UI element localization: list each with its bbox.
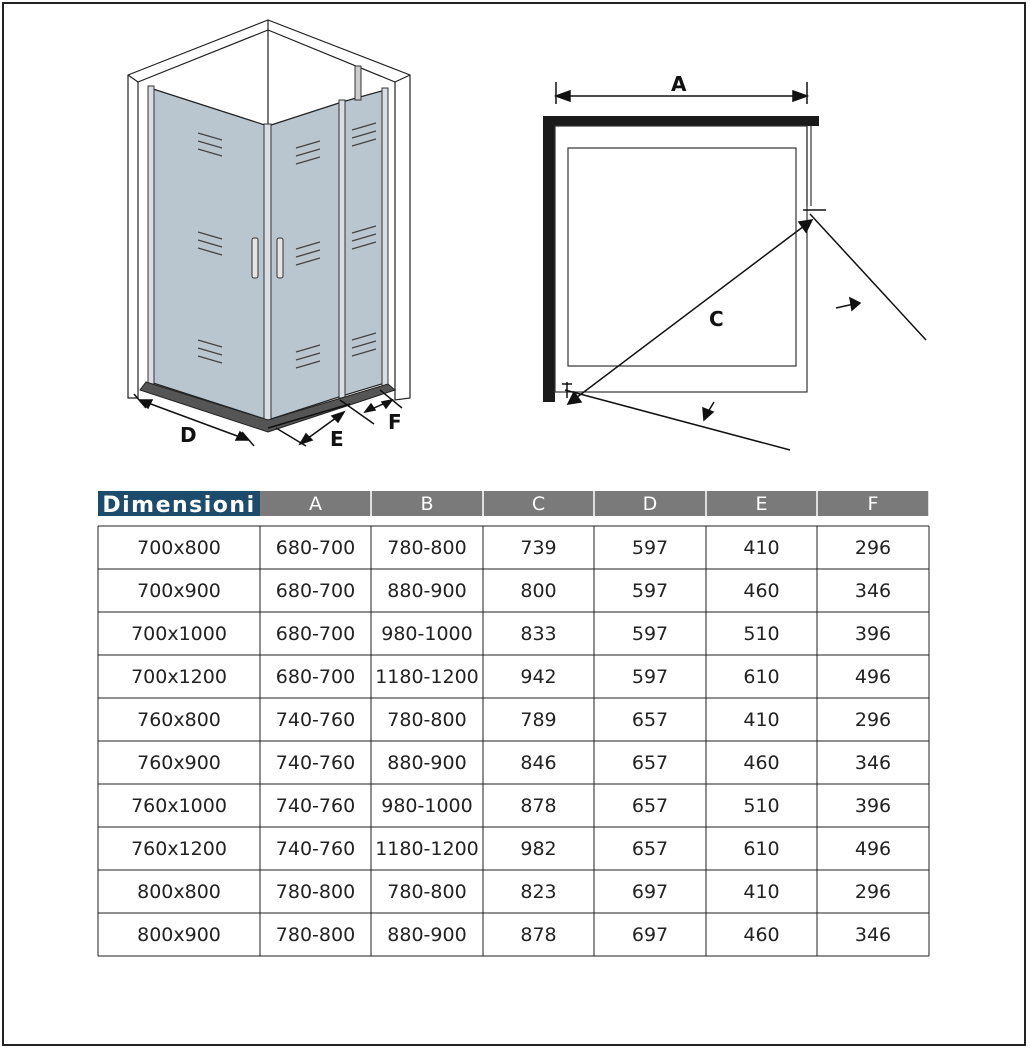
value-cell: 942 — [520, 666, 557, 688]
value-cell: 296 — [854, 709, 892, 731]
table-row — [137, 580, 891, 602]
value-cell: 980-1000 — [381, 623, 473, 645]
size-cell: 700x900 — [137, 580, 221, 602]
top-fitting — [355, 66, 361, 100]
value-cell: 680-700 — [275, 580, 356, 602]
table-row — [131, 623, 891, 645]
value-cell: 880-900 — [387, 752, 467, 774]
value-cell: 657 — [631, 752, 669, 774]
value-cell: 496 — [854, 838, 892, 860]
value-cell: 657 — [631, 709, 669, 731]
value-cell: 657 — [631, 838, 669, 860]
label-a: A — [671, 72, 687, 96]
value-cell: 740-760 — [275, 838, 356, 860]
value-cell: 460 — [743, 752, 780, 774]
value-cell: 880-900 — [387, 580, 467, 602]
size-cell: 700x800 — [137, 537, 221, 559]
value-cell: 780-800 — [387, 537, 467, 559]
value-cell: 780-800 — [387, 881, 467, 903]
value-cell: 657 — [631, 795, 669, 817]
value-cell: 597 — [631, 623, 669, 645]
value-cell: 697 — [631, 881, 669, 903]
value-cell: 697 — [631, 924, 669, 946]
door-swings — [562, 210, 926, 450]
value-cell: 1180-1200 — [375, 838, 479, 860]
shower-plan-drawing — [520, 0, 940, 470]
value-cell: 980-1000 — [381, 795, 473, 817]
table-title: Dimensioni — [102, 493, 256, 518]
table-row — [131, 795, 891, 817]
size-cell: 760x800 — [137, 709, 221, 731]
label-f: F — [388, 410, 402, 434]
value-cell: 740-760 — [275, 795, 356, 817]
size-cell: 760x900 — [137, 752, 221, 774]
value-cell: 346 — [854, 580, 892, 602]
label-c: C — [709, 307, 724, 331]
value-cell: 346 — [854, 924, 892, 946]
size-cell: 800x800 — [137, 881, 221, 903]
size-cell: 700x1000 — [131, 623, 227, 645]
value-cell: 780-800 — [387, 709, 467, 731]
value-cell: 800 — [520, 580, 557, 602]
table-row — [137, 881, 891, 903]
value-cell: 680-700 — [275, 537, 356, 559]
value-cell: 739 — [520, 537, 557, 559]
table-row — [137, 752, 891, 774]
label-e: E — [330, 427, 344, 451]
value-cell: 410 — [743, 881, 780, 903]
plan-tray — [555, 126, 811, 392]
value-cell: 597 — [631, 537, 669, 559]
value-cell: 396 — [854, 623, 892, 645]
value-cell: 296 — [854, 881, 892, 903]
value-cell: 510 — [743, 623, 780, 645]
table-row — [131, 666, 891, 688]
value-cell: 880-900 — [387, 924, 467, 946]
value-cell: 846 — [520, 752, 557, 774]
size-cell: 760x1200 — [131, 838, 227, 860]
table-grid — [98, 526, 929, 956]
value-cell: 878 — [520, 795, 557, 817]
table-row — [137, 924, 891, 946]
value-cell: 410 — [743, 709, 780, 731]
column-header-a: A — [309, 493, 322, 515]
column-header-f: F — [867, 493, 879, 515]
value-cell: 780-800 — [275, 881, 356, 903]
size-cell: 700x1200 — [131, 666, 227, 688]
value-cell: 597 — [631, 580, 669, 602]
label-d: D — [180, 423, 197, 447]
value-cell: 610 — [743, 666, 780, 688]
column-header-d: D — [642, 493, 658, 515]
value-cell: 1180-1200 — [375, 666, 479, 688]
value-cell: 833 — [520, 623, 557, 645]
column-header-b: B — [420, 493, 434, 515]
value-cell: 780-800 — [275, 924, 356, 946]
value-cell: 680-700 — [275, 623, 356, 645]
value-cell: 410 — [743, 537, 780, 559]
value-cell: 823 — [520, 881, 557, 903]
value-cell: 460 — [743, 924, 780, 946]
value-cell: 510 — [743, 795, 780, 817]
value-cell: 740-760 — [275, 752, 356, 774]
value-cell: 982 — [520, 838, 557, 860]
value-cell: 346 — [854, 752, 892, 774]
plan-walls — [543, 116, 819, 402]
value-cell: 789 — [520, 709, 557, 731]
value-cell: 296 — [854, 537, 892, 559]
value-cell: 610 — [743, 838, 780, 860]
size-cell: 800x900 — [137, 924, 221, 946]
value-cell: 396 — [854, 795, 892, 817]
value-cell: 597 — [631, 666, 669, 688]
size-cell: 760x1000 — [131, 795, 227, 817]
value-cell: 680-700 — [275, 666, 356, 688]
table-row — [131, 838, 891, 860]
value-cell: 878 — [520, 924, 557, 946]
column-header-c: C — [531, 493, 546, 515]
value-cell: 460 — [743, 580, 780, 602]
value-cell: 740-760 — [275, 709, 356, 731]
shower-perspective-drawing — [0, 0, 520, 470]
column-header-e: E — [755, 493, 768, 515]
value-cell: 496 — [854, 666, 892, 688]
table-row — [137, 537, 891, 559]
table-row — [137, 709, 891, 731]
dimensions-table — [0, 480, 1030, 970]
